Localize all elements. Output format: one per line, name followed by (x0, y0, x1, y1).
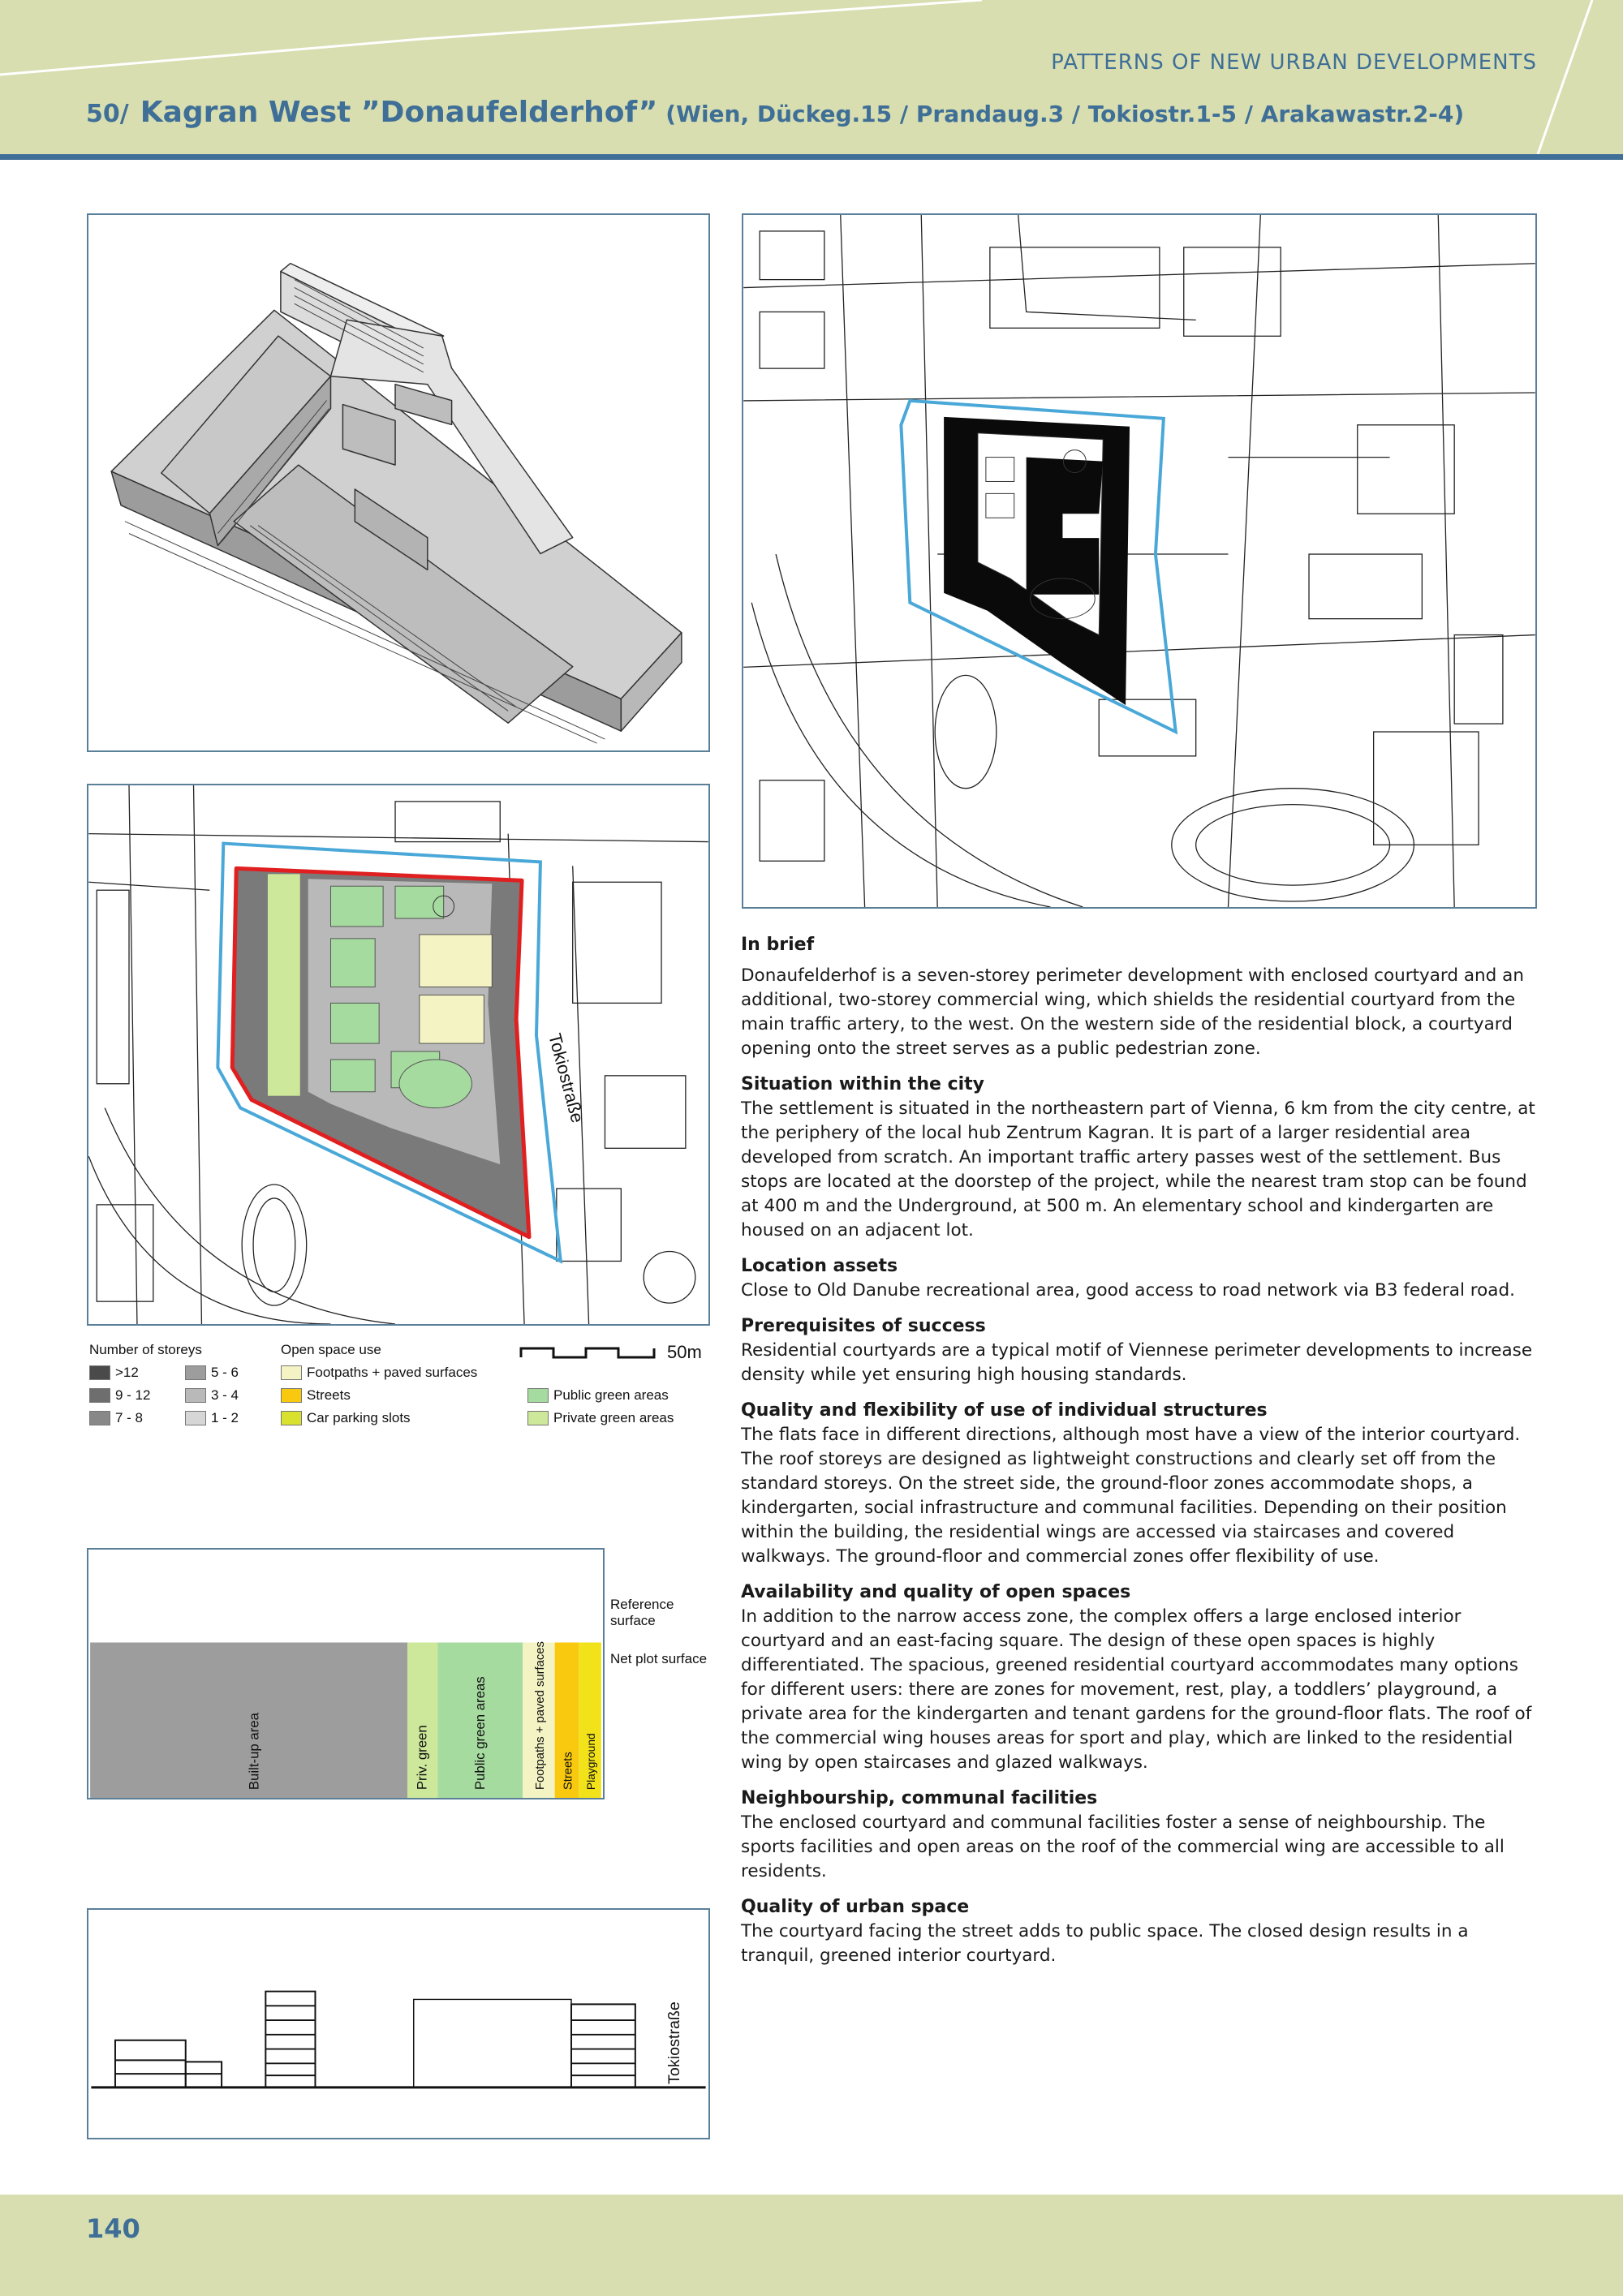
section-heading: Prerequisites of success (741, 1316, 986, 1336)
legend-swatch (281, 1411, 302, 1425)
section-drawing (88, 1910, 708, 2138)
legend-swatch (185, 1365, 206, 1380)
label-private-green: Priv. green (414, 1725, 430, 1791)
page-title (86, 96, 1464, 129)
section-street-label: Tokiostraße (665, 2001, 684, 2084)
section-body: The flats face in different directions, although most have a view of the interior courtyard. The roof storeys are designed as lightweight constructions and clearly set off from the standard storeys. On the street side, the ground-floor zones accommodate shops, a kindergarten, social infrastructure and communal facilities. Depending on their position within the building, the residential wings are accessed via staircases and covered walkways. The ground-floor and commercial zones offer flexibility of use. (741, 1425, 1521, 1567)
area-distribution-chart (87, 1548, 605, 1799)
section-heading: Location assets (741, 1256, 898, 1276)
site-location-map (742, 213, 1537, 909)
map-legend (89, 1339, 714, 1444)
section-heading: Availability and quality of open spaces (741, 1582, 1131, 1602)
street-section (87, 1908, 710, 2139)
label-built-up: Built-up area (246, 1713, 262, 1791)
bar-net-plot-label: Net plot surface (610, 1651, 708, 1666)
legend-private-green: Private green areas (527, 1410, 674, 1426)
running-head: PATTERNS OF NEW URBAN DEVELOPMENTS (1051, 50, 1537, 75)
section-neighbourship (741, 1786, 1544, 1884)
label-footpaths: Footpaths + paved surfaces (533, 1641, 547, 1791)
section-open-spaces (741, 1580, 1544, 1775)
page-header (0, 0, 1623, 154)
axonometric-view (87, 213, 710, 752)
street-label-tokiostrasse: Tokiostraße (545, 1030, 588, 1125)
legend-swatch (89, 1365, 110, 1380)
section-in-brief (741, 933, 1544, 1061)
section-body: The courtyard facing the street adds to public space. The closed design results in a tranquil, greened interior courtyard. (741, 1921, 1469, 1966)
section-body: In addition to the narrow access zone, the complex offers a large enclosed interior courtyard and an east-facing square. The design of these open spaces is highly differentiated. The spacious, greened residential courtyard accommodates many options for different users: there are zones for movement, rest, play, a toddlers’ playground, a private area for the kindergarten and tenant gardens for the ground-floor flats. The roof of the commercial wing houses areas for sport and play, which are linked to the residential wing by open staircases and glazed walkways. (741, 1606, 1532, 1773)
legend-car-parking: Car parking slots (281, 1410, 411, 1426)
bar-reference-label: Reference surface (610, 1597, 674, 1628)
page-number: 140 (86, 2213, 140, 2244)
scale-bar (519, 1345, 657, 1361)
legend-storeys-1-2: 1 - 2 (185, 1410, 239, 1426)
legend-storeys-over-12: >12 (89, 1365, 139, 1381)
open-space-drawing (88, 785, 708, 1324)
section-location-assets (741, 1254, 1544, 1303)
case-number: 50/ (86, 100, 129, 128)
open-space-plan (87, 784, 710, 1326)
case-title: Kagran West ”Donaufelderhof” (140, 96, 658, 129)
label-streets: Streets (562, 1752, 575, 1791)
legend-storeys-5-6: 5 - 6 (185, 1365, 239, 1381)
section-body: The enclosed courtyard and communal facilities foster a sense of neighbourship. The sports facilities and open areas on the roof of the commercial wing are accessible to all residents. (741, 1812, 1505, 1881)
section-body: Donaufelderhof is a seven-storey perimeter development with enclosed courtyard and an additional, two-storey commercial wing, which shields the residential courtyard from the main traffic artery, to the west. On the western side of the residential block, a courtyard opening onto the street serves as a public pedestrian zone. (741, 965, 1524, 1059)
header-decoration (0, 0, 1623, 154)
legend-swatch (527, 1411, 549, 1425)
section-body: Residential courtyards are a typical motif of Viennese perimeter developments to increase density while yet ensuring high housing standards. (741, 1340, 1533, 1385)
text-column (741, 933, 1544, 1980)
section-heading: Situation within the city (741, 1074, 985, 1094)
section-heading: Quality and flexibility of use of individual structures (741, 1400, 1268, 1421)
page-footer (0, 2195, 1623, 2296)
header-rule (0, 154, 1623, 160)
section-situation (741, 1073, 1544, 1243)
legend-swatch (527, 1388, 549, 1403)
legend-swatch (281, 1365, 302, 1380)
label-playground: Playground (583, 1733, 597, 1791)
section-urban-space (741, 1895, 1544, 1968)
section-heading: Quality of urban space (741, 1897, 970, 1917)
legend-swatch (281, 1388, 302, 1403)
legend-swatch (89, 1388, 110, 1403)
section-prerequisites (741, 1314, 1544, 1387)
legend-storeys-3-4: 3 - 4 (185, 1387, 239, 1404)
area-bar-drawing (88, 1550, 603, 1798)
legend-open-space-title: Open space use (281, 1342, 381, 1357)
legend-storeys-title: Number of storeys (89, 1342, 202, 1357)
legend-footpaths: Footpaths + paved surfaces (281, 1365, 477, 1381)
section-body: Close to Old Danube recreational area, good access to road network via B3 federal road. (741, 1280, 1515, 1301)
case-address: (Wien, Dückeg.15 / Prandaug.3 / Tokiostr.1-5 / Arakawastr.2-4) (665, 101, 1465, 127)
legend-storeys-7-8: 7 - 8 (89, 1410, 143, 1426)
legend-swatch (89, 1411, 110, 1425)
legend-swatch (185, 1388, 206, 1403)
section-heading: Neighbourship, communal facilities (741, 1788, 1098, 1808)
legend-public-green: Public green areas (527, 1387, 669, 1404)
section-structures (741, 1399, 1544, 1569)
legend-swatch (185, 1411, 206, 1425)
section-heading: In brief (741, 935, 815, 955)
site-map-drawing (743, 215, 1535, 907)
axonometric-drawing (88, 215, 708, 750)
label-public-green: Public green areas (471, 1676, 488, 1791)
section-body: The settlement is situated in the northeastern part of Vienna, 6 km from the city centre, at the periphery of the local hub Zentrum Kagran. It is part of a larger residential area developed from scratch. An important traffic artery passes west of the settlement. Bus stops are located at the doorstep of the project, while the nearest tram stop can be found at 400 m and the Underground, at 500 m. An elementary school and kindergarten are housed on an adjacent lot. (741, 1099, 1535, 1240)
legend-streets: Streets (281, 1387, 351, 1404)
scale-label: 50m (667, 1342, 702, 1362)
legend-storeys-9-12: 9 - 12 (89, 1387, 150, 1404)
